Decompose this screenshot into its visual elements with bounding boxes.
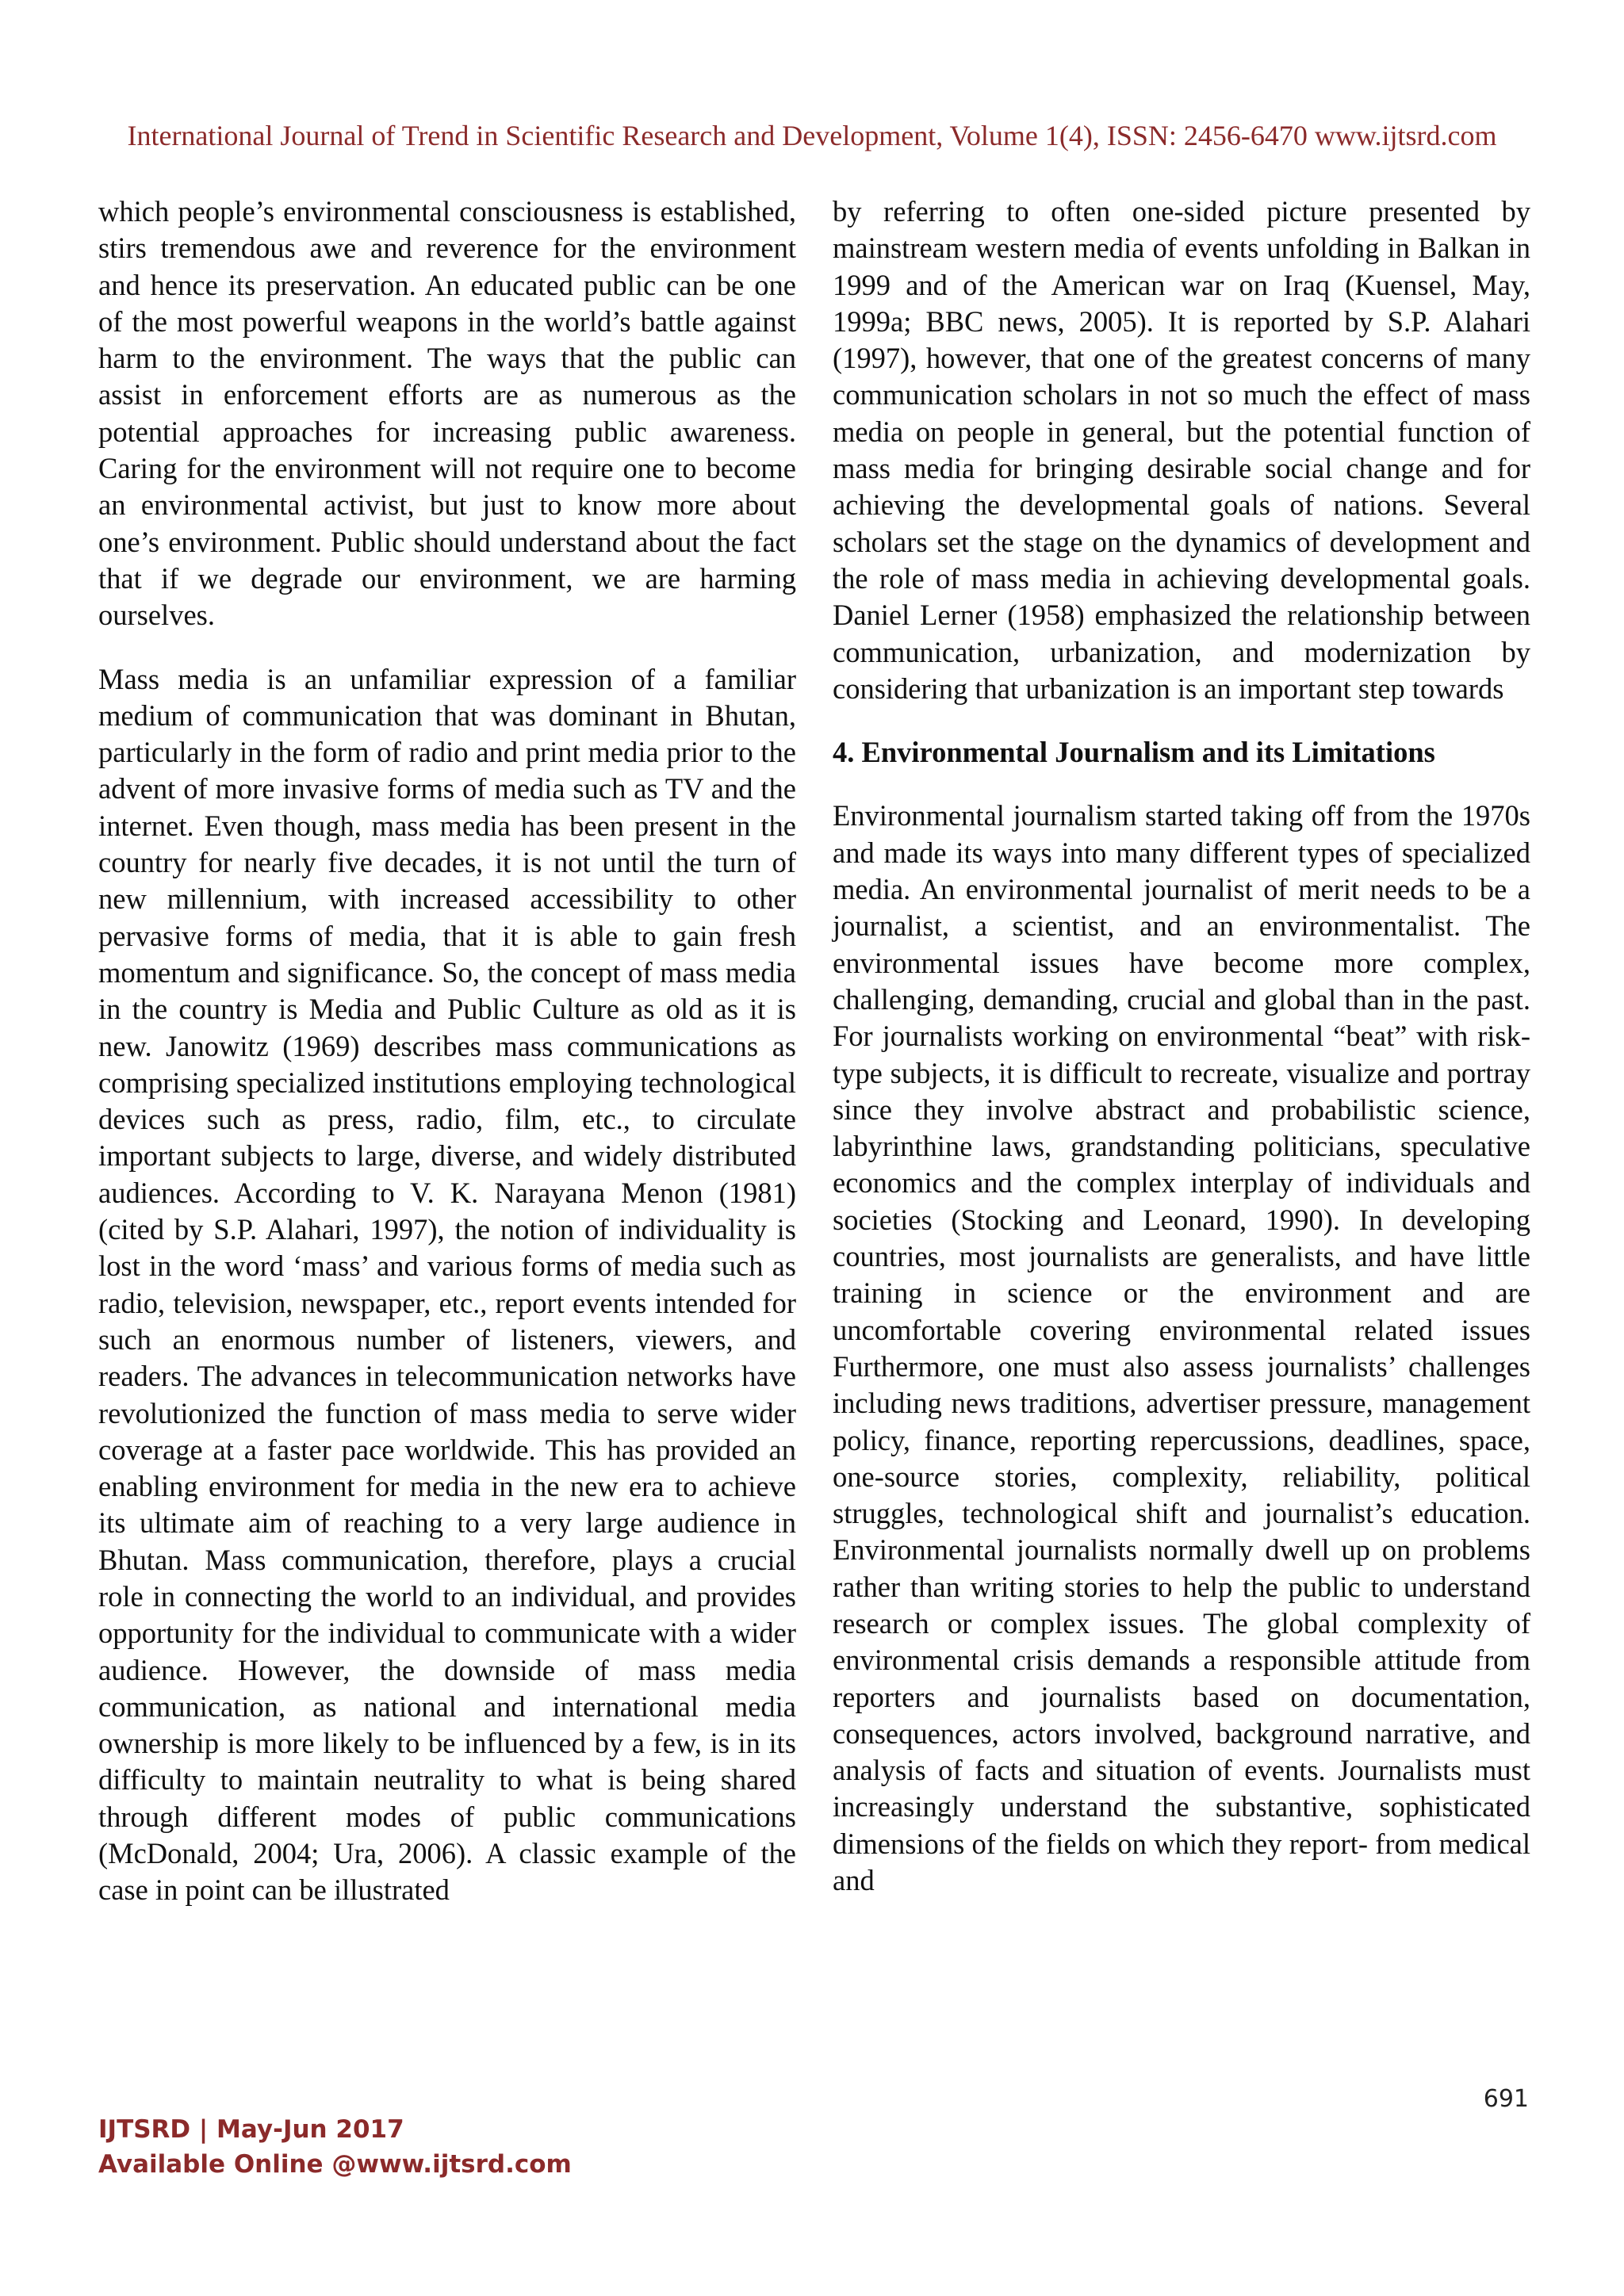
body-paragraph: Mass media is an unfamiliar expression of a familiar medium of communication that was dominant in Bhutan, particularly in the form of radio and print media prior to the advent of more invasive forms of media such as TV and the internet. Even though, mass media has been present in the country for nearly five decades, it is not until the turn of new millennium, with increased accessibility to other pervasive forms of media, that it is able to gain fresh momentum and significance. So, the concept of mass media in the country is Media and Public Culture as old as it is new. Janowitz (1969) describes mass communications as comprising specialized institutions employing technological devices such as press, radio, film, etc., to circulate important subjects to large, diverse, and widely distributed audiences. According to V. K. Narayana Menon (1981) (cited by S.P. Alahari, 1997), the notion of individuality is lost in the word ‘mass’ and various forms of media such as radio, television, newspaper, etc., report events intended for such an enormous number of listeners, viewers, and readers. The advances in telecommunication networks have revolutionized the function of mass media to serve wider coverage at a faster pace worldwide. This has provided an enabling environment for media in the new era to achieve its ultimate aim of reaching to a very large audience in Bhutan. Mass communication, therefore, plays a crucial role in connecting the world to an individual, and provides opportunity for the individual to communicate with a wider audience. However, the downside of mass media communication, as national and international media ownership is more likely to be influenced by a few, is in its difficulty to maintain neutrality to what is being shared through different modes of public communications (McDonald, 2004; Ura, 2006). A classic example of the case in point can be illustrated [98,662,796,1907]
footer-issue: IJTSRD | May-Jun 2017 [98,2115,404,2144]
body-paragraph: Environmental journalism started taking off from the 1970s and made its ways into many different types of specialized media. An environmental journalist of merit needs to be a journalist, a scientist, and an environmentalist. The environmental issues have become more complex, challenging, demanding, crucial and global than in the past. For journalists working on environmental “beat” with risk-type subjects, it is difficult to recreate, visualize and portray since they involve abstract and probabilistic science, labyrinthine laws, grandstanding politicians, speculative economics and the complex interplay of individuals and societies (Stocking and Leonard, 1990). In developing countries, most journalists are generalists, and have little training in science or the environment and are uncomfortable covering environmental related issues Furthermore, one must also assess journalists’ challenges including news traditions, advertiser pressure, management policy, finance, reporting repercussions, deadlines, space, one-source stories, complexity, reliability, political struggles, technological shift and journalist’s education. Environmental journalists normally dwell up on problems rather than writing stories to help the public to understand research or complex issues. The global complexity of environmental crisis demands a responsible attitude from reporters and journalists based on documentation, consequences, actors involved, background narrative, and analysis of facts and situation of events. Journalists must increasingly understand the substantive, sophisticated dimensions of the fields on which they report- from medical and [833,799,1530,1897]
footer [98,2112,572,2182]
section-heading: 4. Environmental Journalism and its Limitations [833,736,1435,769]
body-paragraph: by referring to often one-sided picture presented by mainstream western media of events unfolding in Balkan in 1999 and of the American war on Iraq (Kuensel, May, 1999a; BBC news, 2005). It is reported by S.P. Alahari (1997), however, that one of the greatest concerns of many communication scholars in not so much the effect of mass media on people in general, but the potential function of mass media for bringing desirable social change and for achieving the developmental goals of nations. Several scholars set the stage on the dynamics of development and the role of mass media in achieving developmental goals. Daniel Lerner (1958) emphasized the relationship between communication, urbanization, and modernization by considering that urbanization is an important step towards [833,195,1530,705]
footer-website: Available Online @www.ijtsrd.com [98,2150,572,2179]
page-number: 691 [1483,2085,1529,2113]
right-column [833,193,1530,1926]
left-column [98,193,796,1936]
running-header: International Journal of Trend in Scientific Research and Development, Volume 1(4), ISSN: 2456-6470 www.ijtsrd.com [127,120,1497,151]
body-paragraph: which people’s environmental consciousness is established, stirs tremendous awe and reverence for the environment and hence its preservation. An educated public can be one of the most powerful weapons in the world’s battle against harm to the environment. The ways that the public can assist in enforcement efforts are as numerous as the potential approaches for increasing public awareness. Caring for the environment will not require one to become an environmental activist, but just to know more about one’s environment. Public should understand about the fact that if we degrade our environment, we are harming ourselves. [98,195,796,632]
